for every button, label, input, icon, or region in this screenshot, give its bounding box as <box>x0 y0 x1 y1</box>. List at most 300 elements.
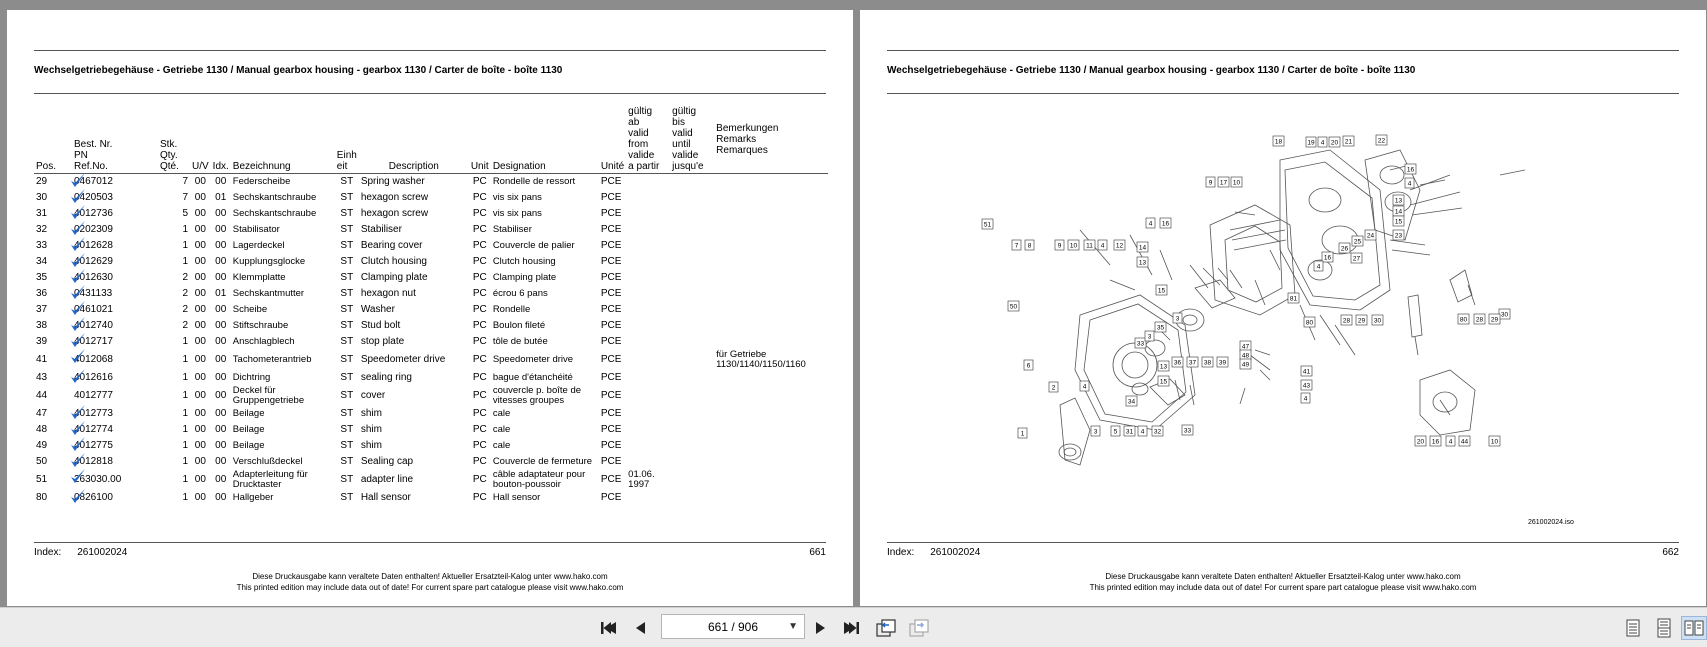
svg-text:51: 51 <box>983 221 992 229</box>
svg-text:15: 15 <box>1159 378 1168 386</box>
row-remarks <box>714 438 828 454</box>
row-unit: PC <box>472 288 487 299</box>
row-description: Bearing cover <box>360 240 423 251</box>
table-row <box>34 286 828 302</box>
callout <box>1341 315 1352 325</box>
row-pos: 41 <box>36 354 48 365</box>
row-description: Stabiliser <box>360 224 402 235</box>
row-valid-from <box>626 206 670 222</box>
row-valid-from <box>626 454 670 470</box>
single-page-icon <box>1625 618 1641 638</box>
svg-text:47: 47 <box>1241 343 1250 351</box>
row-unite: PCE <box>600 224 622 235</box>
row-qty: 1 <box>182 424 188 435</box>
row-einheit: ST <box>340 372 354 383</box>
svg-text:4: 4 <box>1148 220 1153 228</box>
row-valid-until <box>670 386 714 406</box>
col-qty: Stk. Qty. Qté. <box>158 106 190 174</box>
row-unite: PCE <box>600 424 622 435</box>
row-valid-until <box>670 174 714 191</box>
callout <box>1145 331 1154 341</box>
svg-text:39: 39 <box>1218 359 1227 367</box>
checkmark-icon <box>70 404 86 421</box>
callout <box>1318 137 1327 147</box>
svg-text:20: 20 <box>1416 438 1425 446</box>
row-description: shim <box>360 408 382 419</box>
row-einheit: ST <box>340 176 354 187</box>
row-pos: 31 <box>36 208 48 219</box>
col-unite: Unité <box>599 106 626 174</box>
row-unite: PCE <box>600 492 622 503</box>
table-header-row <box>34 106 828 174</box>
row-valid-until <box>670 206 714 222</box>
callout <box>1124 426 1135 436</box>
row-pos: 39 <box>36 336 48 347</box>
row-idx: 01 <box>215 192 227 203</box>
row-unite: PCE <box>600 208 622 219</box>
row-einheit: ST <box>340 390 354 401</box>
row-unite: PCE <box>600 176 622 187</box>
table-row <box>34 438 828 454</box>
callout <box>1080 381 1089 391</box>
row-unite: PCE <box>600 192 622 203</box>
svg-text:25: 25 <box>1353 238 1362 246</box>
svg-text:44: 44 <box>1460 438 1469 446</box>
callout <box>1202 357 1213 367</box>
row-idx: 00 <box>215 424 227 435</box>
row-unit: PC <box>472 492 487 503</box>
row-valid-from <box>626 386 670 406</box>
row-unit: PC <box>472 192 487 203</box>
row-unite: PCE <box>600 336 622 347</box>
row-part-number: 4012630 <box>72 270 158 286</box>
row-qty: 1 <box>182 240 188 251</box>
row-unit: PC <box>472 424 487 435</box>
row-remarks <box>714 190 828 206</box>
row-uv: 00 <box>194 256 206 267</box>
callout <box>1273 136 1284 146</box>
callout <box>1146 218 1155 228</box>
table-row <box>34 238 828 254</box>
svg-text:1: 1 <box>1020 430 1025 438</box>
row-pos: 34 <box>36 256 48 267</box>
row-designation: Stabiliser <box>492 224 532 235</box>
row-unite: PCE <box>600 320 622 331</box>
row-idx: 00 <box>215 224 227 235</box>
row-designation: Boulon fileté <box>492 320 546 331</box>
row-qty: 2 <box>182 304 188 315</box>
callout <box>1135 338 1146 348</box>
svg-text:80: 80 <box>1459 316 1468 324</box>
row-uv: 00 <box>194 240 206 251</box>
row-pos: 48 <box>36 424 48 435</box>
row-qty: 1 <box>182 372 188 383</box>
last-page-icon <box>842 620 860 636</box>
row-designation: Couvercle de palier <box>492 240 575 251</box>
row-remarks: für Getriebe 1130/1140/1150/1160 <box>716 349 806 370</box>
row-unit: PC <box>472 408 487 419</box>
row-unit: PC <box>472 224 487 235</box>
callout <box>1187 357 1198 367</box>
svg-text:14: 14 <box>1138 244 1147 252</box>
row-unite: PCE <box>600 408 622 419</box>
row-unite: PCE <box>600 440 622 451</box>
row-pos: 33 <box>36 240 48 251</box>
row-pos: 38 <box>36 320 48 331</box>
row-designation: couvercle p. boîte de vitesses groupes <box>492 385 582 406</box>
svg-text:6: 6 <box>1026 362 1031 370</box>
svg-text:41: 41 <box>1302 368 1311 376</box>
svg-text:18: 18 <box>1274 138 1283 146</box>
row-idx: 00 <box>215 474 227 485</box>
table-row <box>34 386 828 406</box>
row-description: stop plate <box>360 336 405 347</box>
row-valid-from <box>626 174 670 191</box>
row-qty: 1 <box>182 456 188 467</box>
row-description: shim <box>360 424 382 435</box>
row-part-number: 0202309 <box>72 222 158 238</box>
row-einheit: ST <box>340 224 354 235</box>
callout <box>1240 359 1251 369</box>
row-designation: Clamping plate <box>492 272 557 283</box>
row-idx: 00 <box>215 456 227 467</box>
row-valid-from <box>626 238 670 254</box>
callout <box>1231 177 1242 187</box>
row-qty: 7 <box>182 192 188 203</box>
row-valid-from <box>626 190 670 206</box>
col-idx: Idx. <box>211 106 231 174</box>
row-part-number: 0420503 <box>72 190 158 206</box>
svg-text:38: 38 <box>1203 359 1212 367</box>
row-bezeichnung: Sechskantmutter <box>232 288 305 299</box>
page-number: 662 <box>1662 547 1679 558</box>
row-qty: 1 <box>182 492 188 503</box>
checkmark-icon <box>70 316 86 333</box>
row-valid-from <box>626 222 670 238</box>
page-number: 661 <box>809 547 826 558</box>
callout <box>1372 315 1383 325</box>
page-number-select[interactable] <box>661 614 805 639</box>
row-designation: Rondelle <box>492 304 531 315</box>
table-row <box>34 454 828 470</box>
svg-text:16: 16 <box>1431 438 1440 446</box>
svg-text:4: 4 <box>1303 395 1308 403</box>
svg-text:43: 43 <box>1302 382 1311 390</box>
page-title: Wechselgetriebegehäuse - Getriebe 1130 / Manual gearbox housing - gearbox 1130 / Carter de boîte - boîte 1130 <box>34 65 563 76</box>
row-pos: 35 <box>36 272 48 283</box>
callout <box>1351 253 1362 263</box>
row-bezeichnung: Beilage <box>232 440 265 451</box>
callout <box>1111 426 1120 436</box>
callout <box>1156 285 1167 295</box>
row-qty: 1 <box>182 440 188 451</box>
svg-text:33: 33 <box>1183 427 1192 435</box>
row-uv: 00 <box>194 224 206 235</box>
row-uv: 00 <box>194 456 206 467</box>
callout <box>1084 240 1095 250</box>
row-unit: PC <box>472 372 487 383</box>
callout <box>1172 357 1183 367</box>
row-bezeichnung: Stiftschraube <box>232 320 289 331</box>
row-idx: 00 <box>215 354 227 365</box>
row-unite: PCE <box>600 456 622 467</box>
table-row <box>34 406 828 422</box>
row-uv: 00 <box>194 372 206 383</box>
callout <box>1339 243 1350 253</box>
left-page <box>7 10 853 606</box>
row-uv: 00 <box>194 288 206 299</box>
row-valid-from <box>626 490 670 506</box>
row-valid-until <box>670 438 714 454</box>
callout <box>1314 261 1323 271</box>
row-qty: 1 <box>182 408 188 419</box>
drawing-lines <box>1059 150 1525 465</box>
previous-page-button[interactable] <box>627 616 653 640</box>
callout <box>1301 393 1310 403</box>
callout <box>1446 436 1455 446</box>
next-page-icon <box>814 620 828 636</box>
previous-view-button[interactable] <box>873 616 899 640</box>
first-page-button[interactable] <box>596 616 622 640</box>
row-part-number: 4012629 <box>72 254 158 270</box>
row-part-number: 0461021 <box>72 302 158 318</box>
row-bezeichnung: Adapterleitung für Drucktaster <box>232 469 308 490</box>
col-einheit: Einh eit <box>335 106 359 174</box>
row-valid-until <box>670 302 714 318</box>
row-pos: 29 <box>36 176 48 187</box>
chevron-down-icon: ▼ <box>788 621 798 632</box>
row-idx: 01 <box>215 288 227 299</box>
checkmark-icon <box>70 188 86 205</box>
checkmark-icon <box>70 468 86 485</box>
row-description: sealing ring <box>360 372 412 383</box>
callout <box>1329 137 1340 147</box>
table-row <box>34 350 828 370</box>
callout <box>1155 322 1166 332</box>
row-pos: 36 <box>36 288 48 299</box>
svg-text:31: 31 <box>1125 428 1134 436</box>
svg-text:4: 4 <box>1316 263 1321 271</box>
row-remarks <box>714 318 828 334</box>
svg-text:49: 49 <box>1241 361 1250 369</box>
svg-text:81: 81 <box>1289 295 1298 303</box>
row-remarks <box>714 174 828 191</box>
row-valid-until <box>670 318 714 334</box>
callout <box>1322 252 1333 262</box>
last-page-button[interactable] <box>838 616 864 640</box>
svg-text:36: 36 <box>1173 359 1182 367</box>
row-unite: PCE <box>600 372 622 383</box>
row-qty: 1 <box>182 224 188 235</box>
svg-text:15: 15 <box>1394 218 1403 226</box>
svg-text:2: 2 <box>1051 384 1056 392</box>
row-description: adapter line <box>360 474 414 485</box>
row-unit: PC <box>472 176 487 187</box>
row-part-number: 263030.00 <box>72 470 158 490</box>
previous-page-icon <box>633 620 647 636</box>
svg-text:21: 21 <box>1344 138 1353 146</box>
row-bezeichnung: Sechskantschraube <box>232 208 317 219</box>
row-pos: 80 <box>36 492 48 503</box>
row-uv: 00 <box>194 424 206 435</box>
row-einheit: ST <box>340 456 354 467</box>
svg-text:4: 4 <box>1100 242 1105 250</box>
row-bezeichnung: Klemmplatte <box>232 272 286 283</box>
svg-text:27: 27 <box>1352 255 1361 263</box>
svg-text:80: 80 <box>1305 319 1314 327</box>
row-unit: PC <box>472 336 487 347</box>
row-valid-until <box>670 286 714 302</box>
row-einheit: ST <box>340 304 354 315</box>
row-unite: PCE <box>600 240 622 251</box>
row-part-number: 4012774 <box>72 422 158 438</box>
row-bezeichnung: Beilage <box>232 424 265 435</box>
col-pos: Pos. <box>34 106 72 174</box>
row-uv: 00 <box>194 272 206 283</box>
table-row <box>34 270 828 286</box>
row-valid-from <box>626 438 670 454</box>
col-uv: U/V <box>190 106 211 174</box>
callout <box>1430 436 1441 446</box>
row-description: cover <box>360 390 386 401</box>
row-description: Speedometer drive <box>360 354 446 365</box>
row-bezeichnung: Verschlußdeckel <box>232 456 303 467</box>
svg-text:9: 9 <box>1208 179 1213 187</box>
row-einheit: ST <box>340 408 354 419</box>
row-bezeichnung: Hallgeber <box>232 492 274 503</box>
svg-text:14: 14 <box>1394 208 1403 216</box>
row-unit: PC <box>472 320 487 331</box>
checkmark-icon <box>70 488 86 505</box>
row-idx: 00 <box>215 492 227 503</box>
callout <box>1393 216 1404 226</box>
row-remarks <box>714 386 828 406</box>
row-bezeichnung: Dichtring <box>232 372 271 383</box>
row-pos: 47 <box>36 408 48 419</box>
header-rule-top <box>34 50 826 51</box>
callout-labels <box>982 135 1510 446</box>
callout <box>1152 426 1163 436</box>
callout <box>1025 240 1034 250</box>
header-rule-top <box>887 50 1679 51</box>
checkmark-icon <box>70 252 86 269</box>
col-unit: Unit <box>469 106 491 174</box>
row-unite: PCE <box>600 256 622 267</box>
row-qty: 2 <box>182 272 188 283</box>
single-page-view-button[interactable] <box>1620 616 1646 640</box>
callout <box>1393 230 1404 240</box>
next-view-button[interactable] <box>906 616 932 640</box>
callout <box>1301 380 1312 390</box>
callout <box>1499 309 1510 319</box>
footer-rule <box>34 542 826 543</box>
callout <box>1458 314 1469 324</box>
checkmark-icon <box>70 420 86 437</box>
svg-text:24: 24 <box>1366 232 1375 240</box>
row-idx: 00 <box>215 372 227 383</box>
row-unite: PCE <box>600 474 622 485</box>
row-unit: PC <box>472 304 487 315</box>
row-remarks <box>714 454 828 470</box>
checkmark-icon <box>70 220 86 237</box>
row-designation: écrou 6 pans <box>492 288 548 299</box>
row-designation: câble adaptateur pour bouton-poussoir <box>492 469 586 490</box>
row-part-number: 4012775 <box>72 438 158 454</box>
col-remarks: Bemerkungen Remarks Remarques <box>714 106 828 174</box>
row-valid-until <box>670 370 714 386</box>
row-remarks <box>714 406 828 422</box>
row-remarks <box>714 206 828 222</box>
row-valid-until <box>670 470 714 490</box>
callout <box>1301 366 1312 376</box>
row-uv: 00 <box>194 474 206 485</box>
row-valid-until <box>670 490 714 506</box>
notice-german: Diese Druckausgabe kann veraltete Daten enthalten! Aktueller Ersatzteil-Kalog unter www.hako.com <box>1105 572 1461 581</box>
col-designation: Designation <box>491 106 599 174</box>
col-part-number: Best. Nr. PN Ref.No. <box>72 106 158 174</box>
continuous-view-button[interactable] <box>1651 616 1677 640</box>
svg-text:28: 28 <box>1475 316 1484 324</box>
footer-index: Index: 261002024 <box>887 547 981 558</box>
two-page-view-button[interactable] <box>1681 616 1707 640</box>
row-valid-from <box>626 334 670 350</box>
row-einheit: ST <box>340 354 354 365</box>
row-valid-from: 01.06. 1997 <box>628 469 655 490</box>
row-part-number: 4012736 <box>72 206 158 222</box>
callout <box>1091 426 1100 436</box>
svg-text:23: 23 <box>1394 232 1403 240</box>
callout <box>1415 436 1426 446</box>
row-description: Sealing cap <box>360 456 414 467</box>
row-remarks <box>714 422 828 438</box>
callout <box>1343 136 1354 146</box>
callout <box>1240 341 1251 351</box>
checkmark-icon <box>70 436 86 453</box>
checkmark-icon <box>70 236 86 253</box>
row-qty: 1 <box>182 336 188 347</box>
svg-text:13: 13 <box>1394 197 1403 205</box>
svg-text:10: 10 <box>1069 242 1078 250</box>
checkmark-icon <box>70 368 86 385</box>
row-part-number: 4012068 <box>72 350 158 370</box>
svg-text:30: 30 <box>1500 311 1509 319</box>
row-part-number: 4012773 <box>72 406 158 422</box>
row-uv: 00 <box>194 492 206 503</box>
svg-text:4: 4 <box>1407 180 1412 188</box>
row-bezeichnung: Lagerdeckel <box>232 240 285 251</box>
svg-text:28: 28 <box>1342 317 1351 325</box>
row-part-number: 0826100 <box>72 490 158 506</box>
row-qty: 1 <box>182 390 188 401</box>
row-bezeichnung: Anschlagblech <box>232 336 295 347</box>
row-pos: 49 <box>36 440 48 451</box>
callout <box>1024 360 1033 370</box>
svg-text:4: 4 <box>1082 383 1087 391</box>
checkmark-icon <box>70 204 86 221</box>
callout <box>1012 240 1021 250</box>
row-pos: 44 <box>36 390 48 401</box>
row-designation: bague d'étanchéité <box>492 372 573 383</box>
callout <box>1489 436 1500 446</box>
callout <box>1365 230 1376 240</box>
next-page-button[interactable] <box>808 616 834 640</box>
row-designation: Clutch housing <box>492 256 556 267</box>
table-row <box>34 318 828 334</box>
row-qty: 1 <box>182 354 188 365</box>
row-designation: Speedometer drive <box>492 354 574 365</box>
two-page-icon <box>1684 619 1704 637</box>
row-unit: PC <box>472 390 487 401</box>
